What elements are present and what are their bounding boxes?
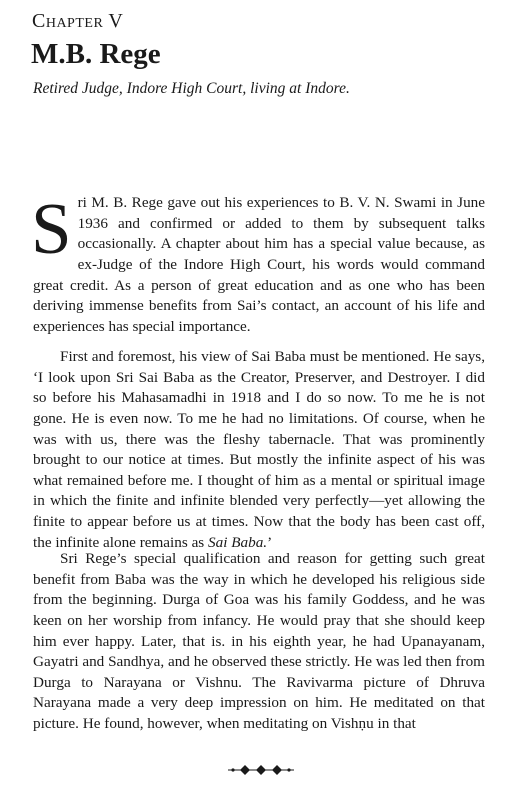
paragraph-2 <box>33 347 485 553</box>
paragraph-2-italic: Sai Baba. <box>208 533 268 551</box>
chapter-subtitle: Retired Judge, Indore High Court, living at Indore. <box>33 80 350 97</box>
drop-cap: S <box>31 188 72 270</box>
chapter-title: M.B. Rege <box>31 38 161 70</box>
paragraph-3-text: Sri Rege’s special qualification and reason for getting such great benefit from Baba was the way in which he developed his religious side from the beginning. Durga of Goa was his family Goddess, and he was keen on her worship from infancy. He would pray that she should keep him ever happy. Later, that is. in his eighth year, he had Upanayanam, Gayatri and Sandhya, and he observed these strictly. He was led then from Durga to Narayana or Vishnu. The Ravivarma picture of Dhruva Narayana made a very deep impression on him. He meditated on that picture. He found, however, when meditating on Vishṇu in that <box>33 550 485 732</box>
chapter-label: Chapter V <box>32 10 124 32</box>
paragraph-2-text: First and foremost, his view of Sai Baba must be mentioned. He says, ‘I look upon Sri Sai Baba as the Creator, Preserver, and Destroyer. I did so before his Mahasamadhi in 1918 and I do so now. To me he is not gone. He is even now. To me he had no limitations. Of course, when he was with us, there was the fleshy tabernacle. That was prominently brought to our notice at times. But mostly the infinite aspect of his was what remained before me. I thought of him as a mental or spiritual image in which the finite and infinite blended very perfectly—yet allowing the finite to appear before us at times. Now that the body has been cast off, the infinite alone remains as <box>33 348 485 551</box>
paragraph-3 <box>33 549 485 734</box>
page-ornament-icon <box>226 764 296 776</box>
paragraph-1 <box>31 188 485 337</box>
paragraph-1-text: ri M. B. Rege gave out his experiences to B. V. N. Swami in June 1936 and confirmed or added to them by subsequent talks occasionally. A chapter about him has a special value because, as ex-Judge of the Indore High Court, his words would command great credit. As a person of great education and as one who has been deriving immense benefits from Sai’s contact, an account of his life and experiences has special importance. <box>33 194 485 335</box>
paragraph-2-close: ’ <box>267 533 273 551</box>
